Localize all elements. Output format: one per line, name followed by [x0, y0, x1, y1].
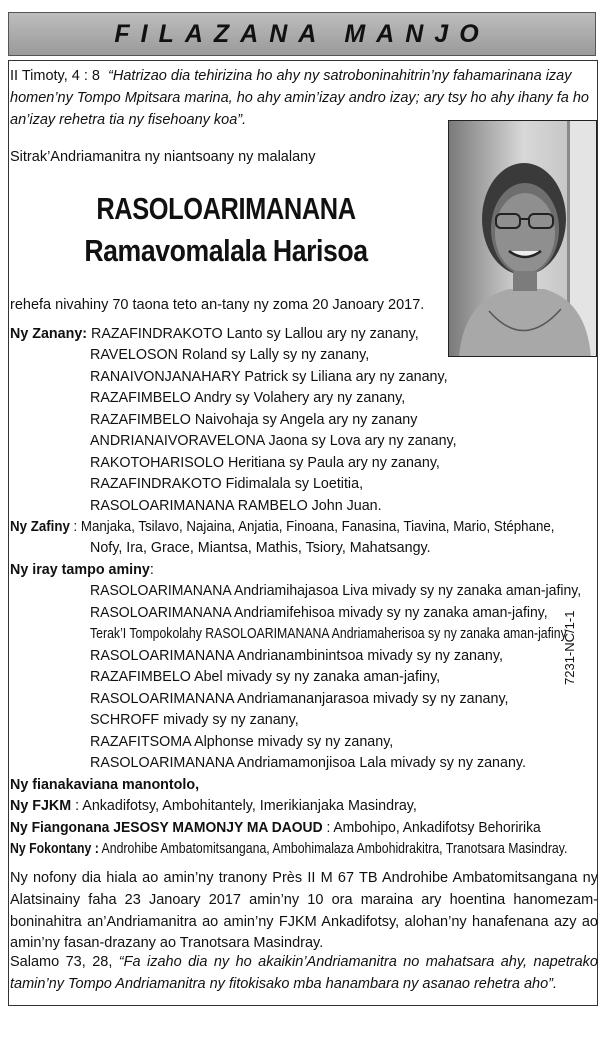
- fokontany-text: Androhibe Ambatomitsangana, Ambohimalaza Ambohidrakitra, Tranotsara Masindray.: [98, 841, 568, 857]
- sibling-text: RASOLOARIMANANA Andriamihajasoa Liva mivady sy ny zanaka aman-jafiny,: [90, 583, 582, 599]
- grandchildren-label: Ny Zafiny: [10, 519, 70, 535]
- fiangonana-row: [10, 820, 557, 836]
- children-item: RAZAFIMBELO Andry sy Volahery ary ny zanany,: [90, 390, 406, 406]
- funeral-paragraph: Ny nofony dia hiala ao amin’ny tranony Près II M 67 TB Androhibe Ambatomitsangana ny Alatsinainy faha 23 Janoary 2017 amin’ny 10 ora maraina ary hoentina hanomezam-boninahitra an’Andriamanitra ao amin’ny FJKM Ankadifotsy, alohan’ny hanafenana azy ao amin’ny fasan-drazany ao Tranotsara Masindray.: [10, 870, 598, 952]
- closing-ref: Salamo 73, 28,: [10, 954, 119, 970]
- grandchildren-list-2: Nofy, Ira, Grace, Miantsa, Mathis, Tsiory, Mahatsangy.: [90, 540, 431, 556]
- portrait-photo: [448, 120, 597, 357]
- fjkm-label: Ny FJKM: [10, 798, 72, 814]
- sibling-item: RAZAFIMBELO Abel mivady sy ny zanaka aman-jafiny,: [90, 669, 441, 685]
- children-item: RAKOTOHARISOLO Heritiana sy Paula ary ny zanany,: [90, 455, 440, 471]
- deceased-given-names: Ramavomalala Harisoa: [84, 233, 368, 268]
- deceased-surname: RASOLOARIMANANA: [96, 191, 356, 226]
- children-item: RASOLOARIMANANA RAMBELO John Juan.: [90, 498, 382, 514]
- children-item: RAZAFINDRAKOTO Lanto sy Lallou ary ny zanany,: [91, 326, 419, 342]
- grandchildren-list-1: : Manjaka, Tsilavo, Najaina, Anjatia, Finoana, Fanasina, Tiavina, Mario, Stéphane,: [69, 519, 555, 535]
- children-item: RANAIVONJANAHARY Patrick sy Liliana ary ny zanany,: [90, 369, 448, 385]
- children-row-0: [10, 326, 419, 342]
- intro-text: Sitrak’Andriamanitra ny niantsoany ny malalany: [10, 149, 316, 165]
- whole-family-text: Ny fianakaviana manontolo,: [10, 777, 200, 793]
- sibling-item: RAZAFITSOMA Alphonse mivady sy ny zanany,: [90, 734, 394, 750]
- siblings-colon: :: [149, 562, 154, 578]
- whole-family-line: [10, 777, 199, 793]
- closing-text: “Fa izaho dia ny ho akaikin’Andriamanitra no mahatsara ahy, napetrako tamin’ny Tompo Andriamanitra ny fitokisako mba hanambara ny asanao rehetra aho”.: [10, 954, 598, 992]
- header-banner: [8, 12, 596, 56]
- sibling-item: RASOLOARIMANANA Andriamamonjisoa Lala mivady sy ny zanany.: [90, 755, 526, 771]
- fiangonana-label: Ny Fiangonana JESOSY MAMONJY MA DAOUD: [10, 820, 323, 836]
- children-item: RAZAFIMBELO Naivohaja sy Angela ary ny zanany: [90, 412, 418, 428]
- sibling-item: [90, 626, 600, 642]
- fjkm-row: [10, 798, 417, 814]
- fokontany-label: Ny Fokontany :: [10, 841, 99, 857]
- header-title: FILAZANA MANJO: [114, 19, 490, 48]
- sibling-text: RASOLOARIMANANA Andriamifehisoa mivady sy ny zanaka aman-jafiny,: [90, 605, 548, 621]
- verse-text: “Hatrizao dia tehirizina ho ahy ny satroboninahitrin’ny fahamarinana izay homen’ny Tompo Mpitsara marina, ho ahy amin’izay andro izay; ary tsy ho ahy ihany fa ho an’izay rehetra tia ny fisehoany koa”.: [10, 68, 589, 128]
- age-line: rehefa nivahiny 70 taona teto an-tany ny zoma 20 Janoary 2017.: [10, 297, 425, 313]
- verse-ref: II Timoty, 4 : 8: [10, 68, 100, 84]
- siblings-label: Ny iray tampo aminy: [10, 562, 150, 578]
- reference-code: 7231-NC/1-1: [562, 610, 577, 685]
- children-item: RAVELOSON Roland sy Lally sy ny zanany,: [90, 347, 370, 363]
- fiangonana-text: : Ambohipo, Ankadifotsy Behoririka: [322, 820, 541, 836]
- sibling-item: RASOLOARIMANANA Andriamananjarasoa mivady sy ny zanany,: [90, 691, 509, 707]
- sibling-item: RASOLOARIMANANA Andrianambinintsoa mivady sy ny zanany,: [90, 648, 503, 664]
- sibling-item: [90, 605, 557, 621]
- children-item: RAZAFINDRAKOTO Fidimalala sy Loetitia,: [90, 476, 364, 492]
- children-label: Ny Zanany:: [10, 326, 88, 342]
- sibling-item: SCHROFF mivady sy ny zanany,: [90, 712, 299, 728]
- siblings-row: [10, 562, 154, 578]
- closing-verse: [10, 952, 598, 996]
- portrait-image: [449, 121, 597, 357]
- grandchildren-row: [10, 519, 595, 535]
- fokontany-row: [10, 841, 600, 857]
- children-item: ANDRIANAIVORAVELONA Jaona sy Lova ary ny zanany,: [90, 433, 457, 449]
- sibling-item: [90, 583, 591, 599]
- fjkm-text: : Ankadifotsy, Ambohitantely, Imerikianjaka Masindray,: [71, 798, 417, 814]
- sibling-text: Terak’I Tompokolahy RASOLOARIMANANA Andriamaherisoa sy ny zanaka aman-jafiny: [90, 626, 567, 642]
